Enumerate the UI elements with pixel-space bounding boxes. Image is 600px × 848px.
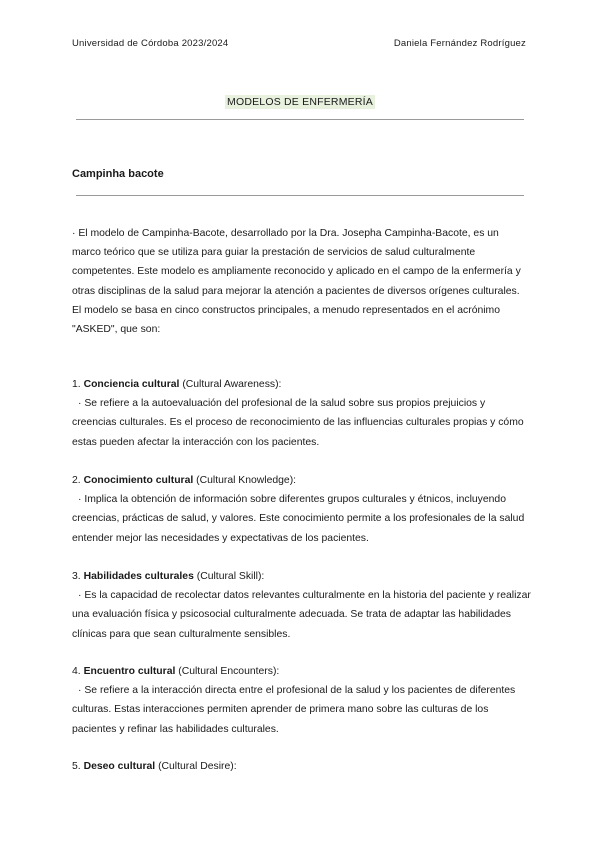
item-term: Encuentro cultural <box>83 666 176 677</box>
header-university: Universidad de Córdoba 2023/2024 <box>72 38 229 49</box>
intro-text: · El modelo de Campinha-Bacote, desarrollado por la Dra. Josepha Campinha-Bacote, es un marco teórico que se utiliza para guiar la prestación de servicios de salud culturalmente competentes. Este modelo es ampliamente reconocido y aplicado en el campo de la enfermería y otras disciplinas de la salud para mejorar la atención a pacientes de diversos orígenes culturales. El modelo se basa en cinco constructos principales, a menudo representados en el acrónimo "ASKED", que son: <box>72 228 521 336</box>
list-item-heading <box>72 471 532 490</box>
item-number: 5. <box>72 761 81 772</box>
item-english: (Cultural Desire): <box>158 761 237 772</box>
list-item-heading <box>72 757 532 776</box>
item-term: Deseo cultural <box>83 761 156 772</box>
intro-paragraph <box>72 224 528 339</box>
list-item-heading <box>72 662 532 681</box>
item-number: 1. <box>72 379 81 390</box>
header-author: Daniela Fernández Rodríguez <box>393 38 526 49</box>
document-title: MODELOS DE ENFERMERÍA <box>227 96 373 108</box>
list-item-heading <box>72 375 532 394</box>
item-english: (Cultural Awareness): <box>182 379 282 390</box>
section-divider <box>76 195 524 196</box>
list-item <box>72 471 532 548</box>
item-description: · Es la capacidad de recolectar datos relevantes culturalmente en la historia del paciente y realizar una evaluación física y psicosocial culturalmente adecuada. Se trata de adaptar las habilidades clínicas para que sean culturalmente sensibles. <box>72 590 531 640</box>
item-term: Habilidades culturales <box>83 571 194 582</box>
item-english: (Cultural Knowledge): <box>196 475 297 486</box>
list-item-heading <box>72 567 532 586</box>
list-item <box>72 567 532 644</box>
list-item <box>72 375 532 452</box>
item-number: 4. <box>72 666 81 677</box>
item-term: Conocimiento cultural <box>83 475 194 486</box>
item-number: 3. <box>72 571 81 582</box>
list-item <box>72 662 532 739</box>
item-english: (Cultural Skill): <box>196 571 265 582</box>
section-title: Campinha bacote <box>72 168 164 180</box>
item-description: · Implica la obtención de información sobre diferentes grupos culturales y étnicos, incluyendo creencias, prácticas de salud, y valores. Este conocimiento permite a los profesionales de la salud entender mejor las necesidades y expectativas de los pacientes. <box>72 494 525 544</box>
title-container <box>0 92 600 110</box>
item-english: (Cultural Encounters): <box>178 666 280 677</box>
title-divider <box>76 119 524 120</box>
item-description: · Se refiere a la interacción directa entre el profesional de la salud y los pacientes de diferentes culturas. Estas interacciones permiten aprender de primera mano sobre las culturas de los pacientes y refinar las habilidades culturales. <box>72 685 516 735</box>
item-term: Conciencia cultural <box>83 379 180 390</box>
item-number: 2. <box>72 475 81 486</box>
list-item <box>72 757 532 776</box>
item-description: · Se refiere a la autoevaluación del profesional de la salud sobre sus propios prejuicios y creencias culturales. Es el proceso de reconocimiento de las influencias culturales propias y cómo estas pueden afectar la interacción con los pacientes. <box>72 398 524 448</box>
